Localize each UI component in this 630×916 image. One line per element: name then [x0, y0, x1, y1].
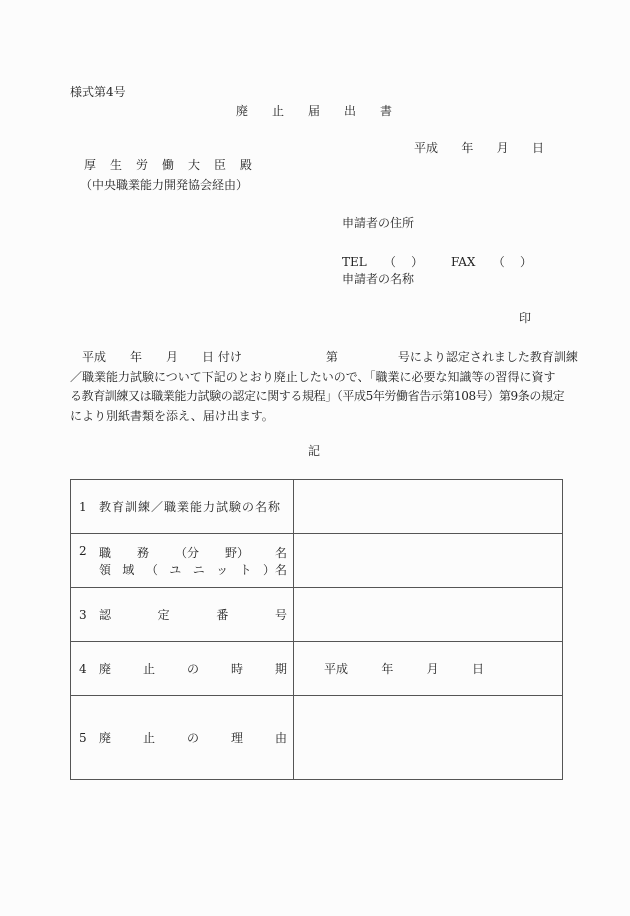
era-label: 平成 — [414, 141, 439, 155]
label-char: 時 — [230, 662, 243, 676]
label-char: ユ — [169, 562, 182, 577]
day-label: 日 — [471, 662, 484, 676]
row-label — [99, 544, 287, 578]
title-char: 廃 — [236, 104, 249, 118]
label-char: 野） — [224, 545, 249, 560]
seal-mark: 印 — [519, 311, 532, 325]
table-row — [71, 696, 563, 780]
addressee-char: 大 — [187, 158, 200, 172]
label-char: 務 — [136, 545, 149, 560]
label-char: ト — [239, 562, 252, 577]
form-number: 様式第4号 — [70, 85, 126, 99]
row-label: 教育訓練／職業能力試験の名称 — [99, 500, 282, 514]
body-line: により別紙書類を添え、届け出ます。 — [70, 408, 274, 423]
row-label — [99, 729, 287, 746]
addressee — [84, 158, 252, 172]
addressee-char: 働 — [161, 158, 174, 172]
label-char: ）名 — [262, 562, 287, 577]
job-domain-name-field[interactable] — [294, 534, 563, 588]
addressee-char: 労 — [135, 158, 148, 172]
label-cell — [71, 480, 294, 534]
label-char: 定 — [157, 608, 170, 622]
day-label: 日 — [531, 141, 544, 155]
label-cell — [71, 534, 294, 588]
era-label: 平成 — [324, 662, 349, 676]
training-name-field[interactable] — [294, 480, 563, 534]
submission-date — [414, 141, 544, 155]
title-char: 届 — [307, 104, 320, 118]
abolition-date-field[interactable] — [294, 642, 563, 696]
label-cell — [71, 642, 294, 696]
contact-line — [342, 255, 532, 269]
document-title — [236, 104, 392, 118]
addressee-char: 厚 — [84, 158, 97, 172]
row-number: 3 — [79, 607, 87, 622]
label-char: の — [186, 731, 199, 745]
year-label: 年 — [461, 141, 474, 155]
year-label: 年 — [381, 662, 394, 676]
applicant-address-label: 申請者の住所 — [342, 216, 415, 230]
label-char: 番 — [216, 608, 229, 622]
row-label — [99, 660, 287, 677]
month-label: 月 — [496, 141, 509, 155]
addressee-char: 臣 — [213, 158, 226, 172]
row-label — [99, 606, 287, 623]
tel-close-paren: ） — [411, 255, 424, 269]
abolition-reason-field[interactable] — [294, 696, 563, 780]
label-char: ニ — [192, 562, 205, 577]
body-paragraph — [70, 348, 578, 426]
applicant-name-label: 申請者の名称 — [342, 272, 415, 286]
label-char: ッ — [216, 562, 229, 577]
title-char: 書 — [379, 104, 392, 118]
body-line: 平成 年 月 日 付け 第 号により認定されました教育訓練 — [70, 350, 578, 364]
table-row — [71, 534, 563, 588]
title-char: 出 — [343, 104, 356, 118]
label-char: 由 — [274, 731, 287, 745]
label-char: 号 — [274, 608, 287, 622]
addressee-char: 殿 — [239, 158, 252, 172]
row-number: 2 — [79, 543, 87, 558]
fax-close-paren: ） — [520, 255, 533, 269]
label-char: 域 — [122, 562, 135, 577]
label-char: 廃 — [99, 662, 112, 676]
table-row — [71, 480, 563, 534]
table-row — [71, 588, 563, 642]
label-char: 止 — [142, 731, 155, 745]
fax-label: FAX — [450, 255, 476, 269]
body-line: ／職業能力試験について下記のとおり廃止したいので、「職業に必要な知識等の習得に資す — [70, 369, 556, 384]
addressee-char: 生 — [109, 158, 122, 172]
tel-open-paren: （ — [383, 255, 396, 269]
label-char: （ — [145, 562, 158, 577]
label-char: 止 — [142, 662, 155, 676]
label-char: 職 — [99, 545, 112, 560]
tel-label: TEL — [342, 255, 367, 269]
label-char: 理 — [230, 731, 243, 745]
row-number: 1 — [79, 499, 87, 514]
label-char: 期 — [274, 662, 287, 676]
form-table — [70, 479, 563, 780]
month-label: 月 — [426, 662, 439, 676]
label-char: 領 — [99, 562, 112, 577]
label-char: 認 — [99, 608, 112, 622]
label-char: 名 — [274, 545, 287, 560]
row-number: 5 — [79, 730, 87, 745]
label-char: （分 — [174, 545, 199, 560]
row-number: 4 — [79, 661, 87, 676]
certification-number-field[interactable] — [294, 588, 563, 642]
table-row — [71, 642, 563, 696]
via-note: （中央職業能力開発協会経由） — [80, 178, 249, 192]
label-char: の — [186, 662, 199, 676]
fax-open-paren: （ — [492, 255, 505, 269]
title-char: 止 — [271, 104, 284, 118]
label-char: 廃 — [99, 731, 112, 745]
body-line: る教育訓練又は職業能力試験の認定に関する規程」（平成5年労働省告示第108号）第9条の規定 — [70, 389, 565, 403]
label-cell — [71, 696, 294, 780]
label-cell — [71, 588, 294, 642]
ki-heading: 記 — [308, 444, 321, 458]
